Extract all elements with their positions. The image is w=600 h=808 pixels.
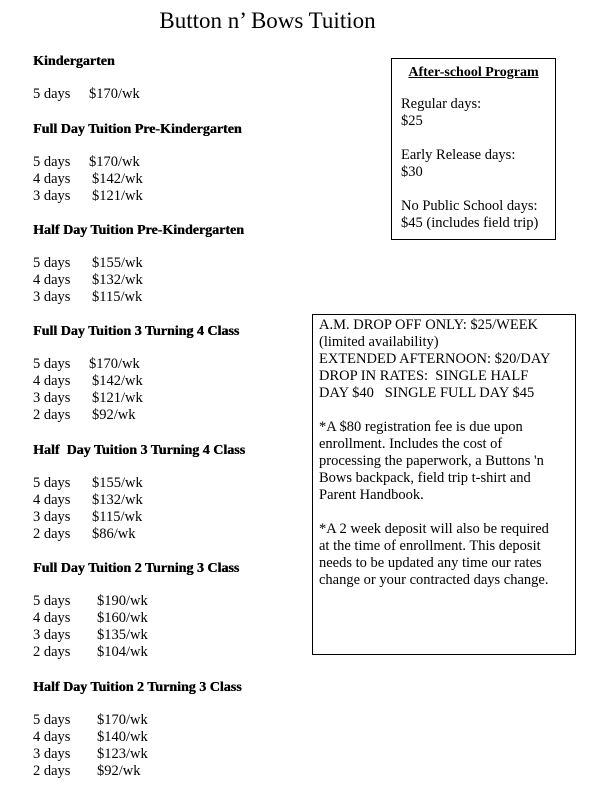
tuition-section-kindergarten xyxy=(33,52,140,103)
tuition-section-full-3-turning-4 xyxy=(33,322,239,424)
weekly-price: $142/wk xyxy=(92,171,143,187)
registration-fee-line: Bows backpack, field trip t-shirt and xyxy=(319,470,531,486)
registration-fee-line: processing the paperwork, a Buttons 'n xyxy=(319,453,544,469)
weekly-price: $170/wk xyxy=(89,86,140,102)
weekly-price: $121/wk xyxy=(92,188,143,204)
afterschool-early-release xyxy=(401,147,546,181)
tuition-section-half-pre-k xyxy=(33,221,244,306)
weekly-price: $92/wk xyxy=(92,407,136,423)
weekly-price: $132/wk xyxy=(92,492,143,508)
drop-in-line-1: DROP IN RATES: SINGLE HALF xyxy=(319,368,529,384)
weekly-price: $140/wk xyxy=(97,729,148,745)
rate-row xyxy=(33,289,244,306)
afterschool-title: After-school Program xyxy=(408,65,539,80)
days-label: 5 days xyxy=(33,154,71,170)
no-school-price: $45 (includes field trip) xyxy=(401,215,539,231)
registration-fee-line: Parent Handbook. xyxy=(319,487,424,503)
weekly-price: $155/wk xyxy=(92,475,143,491)
deposit-line: needs to be updated any time our rates xyxy=(319,555,542,571)
rate-row xyxy=(33,593,239,610)
weekly-price: $123/wk xyxy=(97,746,148,762)
weekly-price: $132/wk xyxy=(92,272,143,288)
rate-row xyxy=(33,509,245,526)
weekly-price: $190/wk xyxy=(97,593,148,609)
rate-row xyxy=(33,644,239,661)
weekly-price: $170/wk xyxy=(89,356,140,372)
rate-row xyxy=(33,356,239,373)
deposit-line: at the time of enrollment. This deposit xyxy=(319,538,541,554)
rate-row xyxy=(33,272,244,289)
rate-row xyxy=(33,171,242,188)
afterschool-regular xyxy=(401,96,546,130)
days-label: 5 days xyxy=(33,356,71,372)
regular-days-label: Regular days: xyxy=(401,96,482,112)
weekly-price: $170/wk xyxy=(89,154,140,170)
rate-row xyxy=(33,610,239,627)
registration-fee-line: *A $80 registration fee is due upon xyxy=(319,419,523,435)
rate-row xyxy=(33,86,140,103)
section-heading: Full Day Tuition 3 Turning 4 Class xyxy=(33,324,240,339)
deposit-line: change or your contracted days change. xyxy=(319,572,549,588)
tuition-section-full-2-turning-3 xyxy=(33,559,239,661)
days-label: 5 days xyxy=(33,86,71,102)
rate-row xyxy=(33,712,242,729)
days-label: 4 days xyxy=(33,272,71,288)
days-label: 5 days xyxy=(33,593,71,609)
days-label: 5 days xyxy=(33,255,71,271)
days-label: 4 days xyxy=(33,729,71,745)
weekly-price: $155/wk xyxy=(92,255,143,271)
rate-row xyxy=(33,627,239,644)
extended-afternoon-line: EXTENDED AFTERNOON: $20/DAY xyxy=(319,351,551,367)
registration-fee-line: enrollment. Includes the cost of xyxy=(319,436,503,452)
no-school-label: No Public School days: xyxy=(401,198,538,214)
weekly-price: $170/wk xyxy=(97,712,148,728)
rate-row xyxy=(33,188,242,205)
afterschool-program-box xyxy=(391,58,556,240)
section-heading: Half Day Tuition Pre-Kindergarten xyxy=(33,223,244,238)
early-release-label: Early Release days: xyxy=(401,147,516,163)
days-label: 2 days xyxy=(33,644,71,660)
days-label: 2 days xyxy=(33,763,71,779)
tuition-section-half-2-turning-3 xyxy=(33,678,242,780)
days-label: 3 days xyxy=(33,289,71,305)
weekly-price: $86/wk xyxy=(92,526,136,542)
rate-row xyxy=(33,373,239,390)
am-dropoff-line: A.M. DROP OFF ONLY: $25/WEEK xyxy=(319,317,539,333)
days-label: 3 days xyxy=(33,746,71,762)
weekly-price: $142/wk xyxy=(92,373,143,389)
section-heading: Half Day Tuition 3 Turning 4 Class xyxy=(33,443,246,458)
days-label: 2 days xyxy=(33,526,71,542)
weekly-price: $135/wk xyxy=(97,627,148,643)
rate-row xyxy=(33,746,242,763)
weekly-price: $160/wk xyxy=(97,610,148,626)
rate-row xyxy=(33,763,242,780)
page-title: Button n’ Bows Tuition xyxy=(159,8,376,33)
days-label: 3 days xyxy=(33,188,71,204)
days-label: 4 days xyxy=(33,171,71,187)
days-label: 4 days xyxy=(33,492,71,508)
weekly-price: $121/wk xyxy=(92,390,143,406)
rate-row xyxy=(33,526,245,543)
rate-row xyxy=(33,255,244,272)
am-dropoff-note: (limited availability) xyxy=(319,334,439,350)
section-heading: Half Day Tuition 2 Turning 3 Class xyxy=(33,680,242,695)
weekly-price: $92/wk xyxy=(97,763,141,779)
tuition-section-full-pre-k xyxy=(33,120,242,205)
weekly-price: $115/wk xyxy=(92,289,143,305)
days-label: 5 days xyxy=(33,712,71,728)
rate-row xyxy=(33,390,239,407)
info-box xyxy=(312,314,576,655)
rate-row xyxy=(33,729,242,746)
section-heading: Full Day Tuition Pre-Kindergarten xyxy=(33,122,242,137)
afterschool-no-school xyxy=(401,198,546,232)
rate-row xyxy=(33,407,239,424)
weekly-price: $104/wk xyxy=(97,644,148,660)
days-label: 4 days xyxy=(33,373,71,389)
early-release-price: $30 xyxy=(401,164,423,180)
tuition-section-half-3-turning-4 xyxy=(33,441,245,543)
weekly-price: $115/wk xyxy=(92,509,143,525)
days-label: 3 days xyxy=(33,390,71,406)
days-label: 2 days xyxy=(33,407,71,423)
days-label: 5 days xyxy=(33,475,71,491)
rate-row xyxy=(33,154,242,171)
days-label: 3 days xyxy=(33,509,71,525)
deposit-line: *A 2 week deposit will also be required xyxy=(319,521,549,537)
days-label: 4 days xyxy=(33,610,71,626)
rate-row xyxy=(33,492,245,509)
regular-days-price: $25 xyxy=(401,113,423,129)
section-heading: Full Day Tuition 2 Turning 3 Class xyxy=(33,561,240,576)
drop-in-line-2: DAY $40 SINGLE FULL DAY $45 xyxy=(319,385,535,401)
days-label: 3 days xyxy=(33,627,71,643)
section-heading: Kindergarten xyxy=(33,54,115,69)
rate-row xyxy=(33,475,245,492)
